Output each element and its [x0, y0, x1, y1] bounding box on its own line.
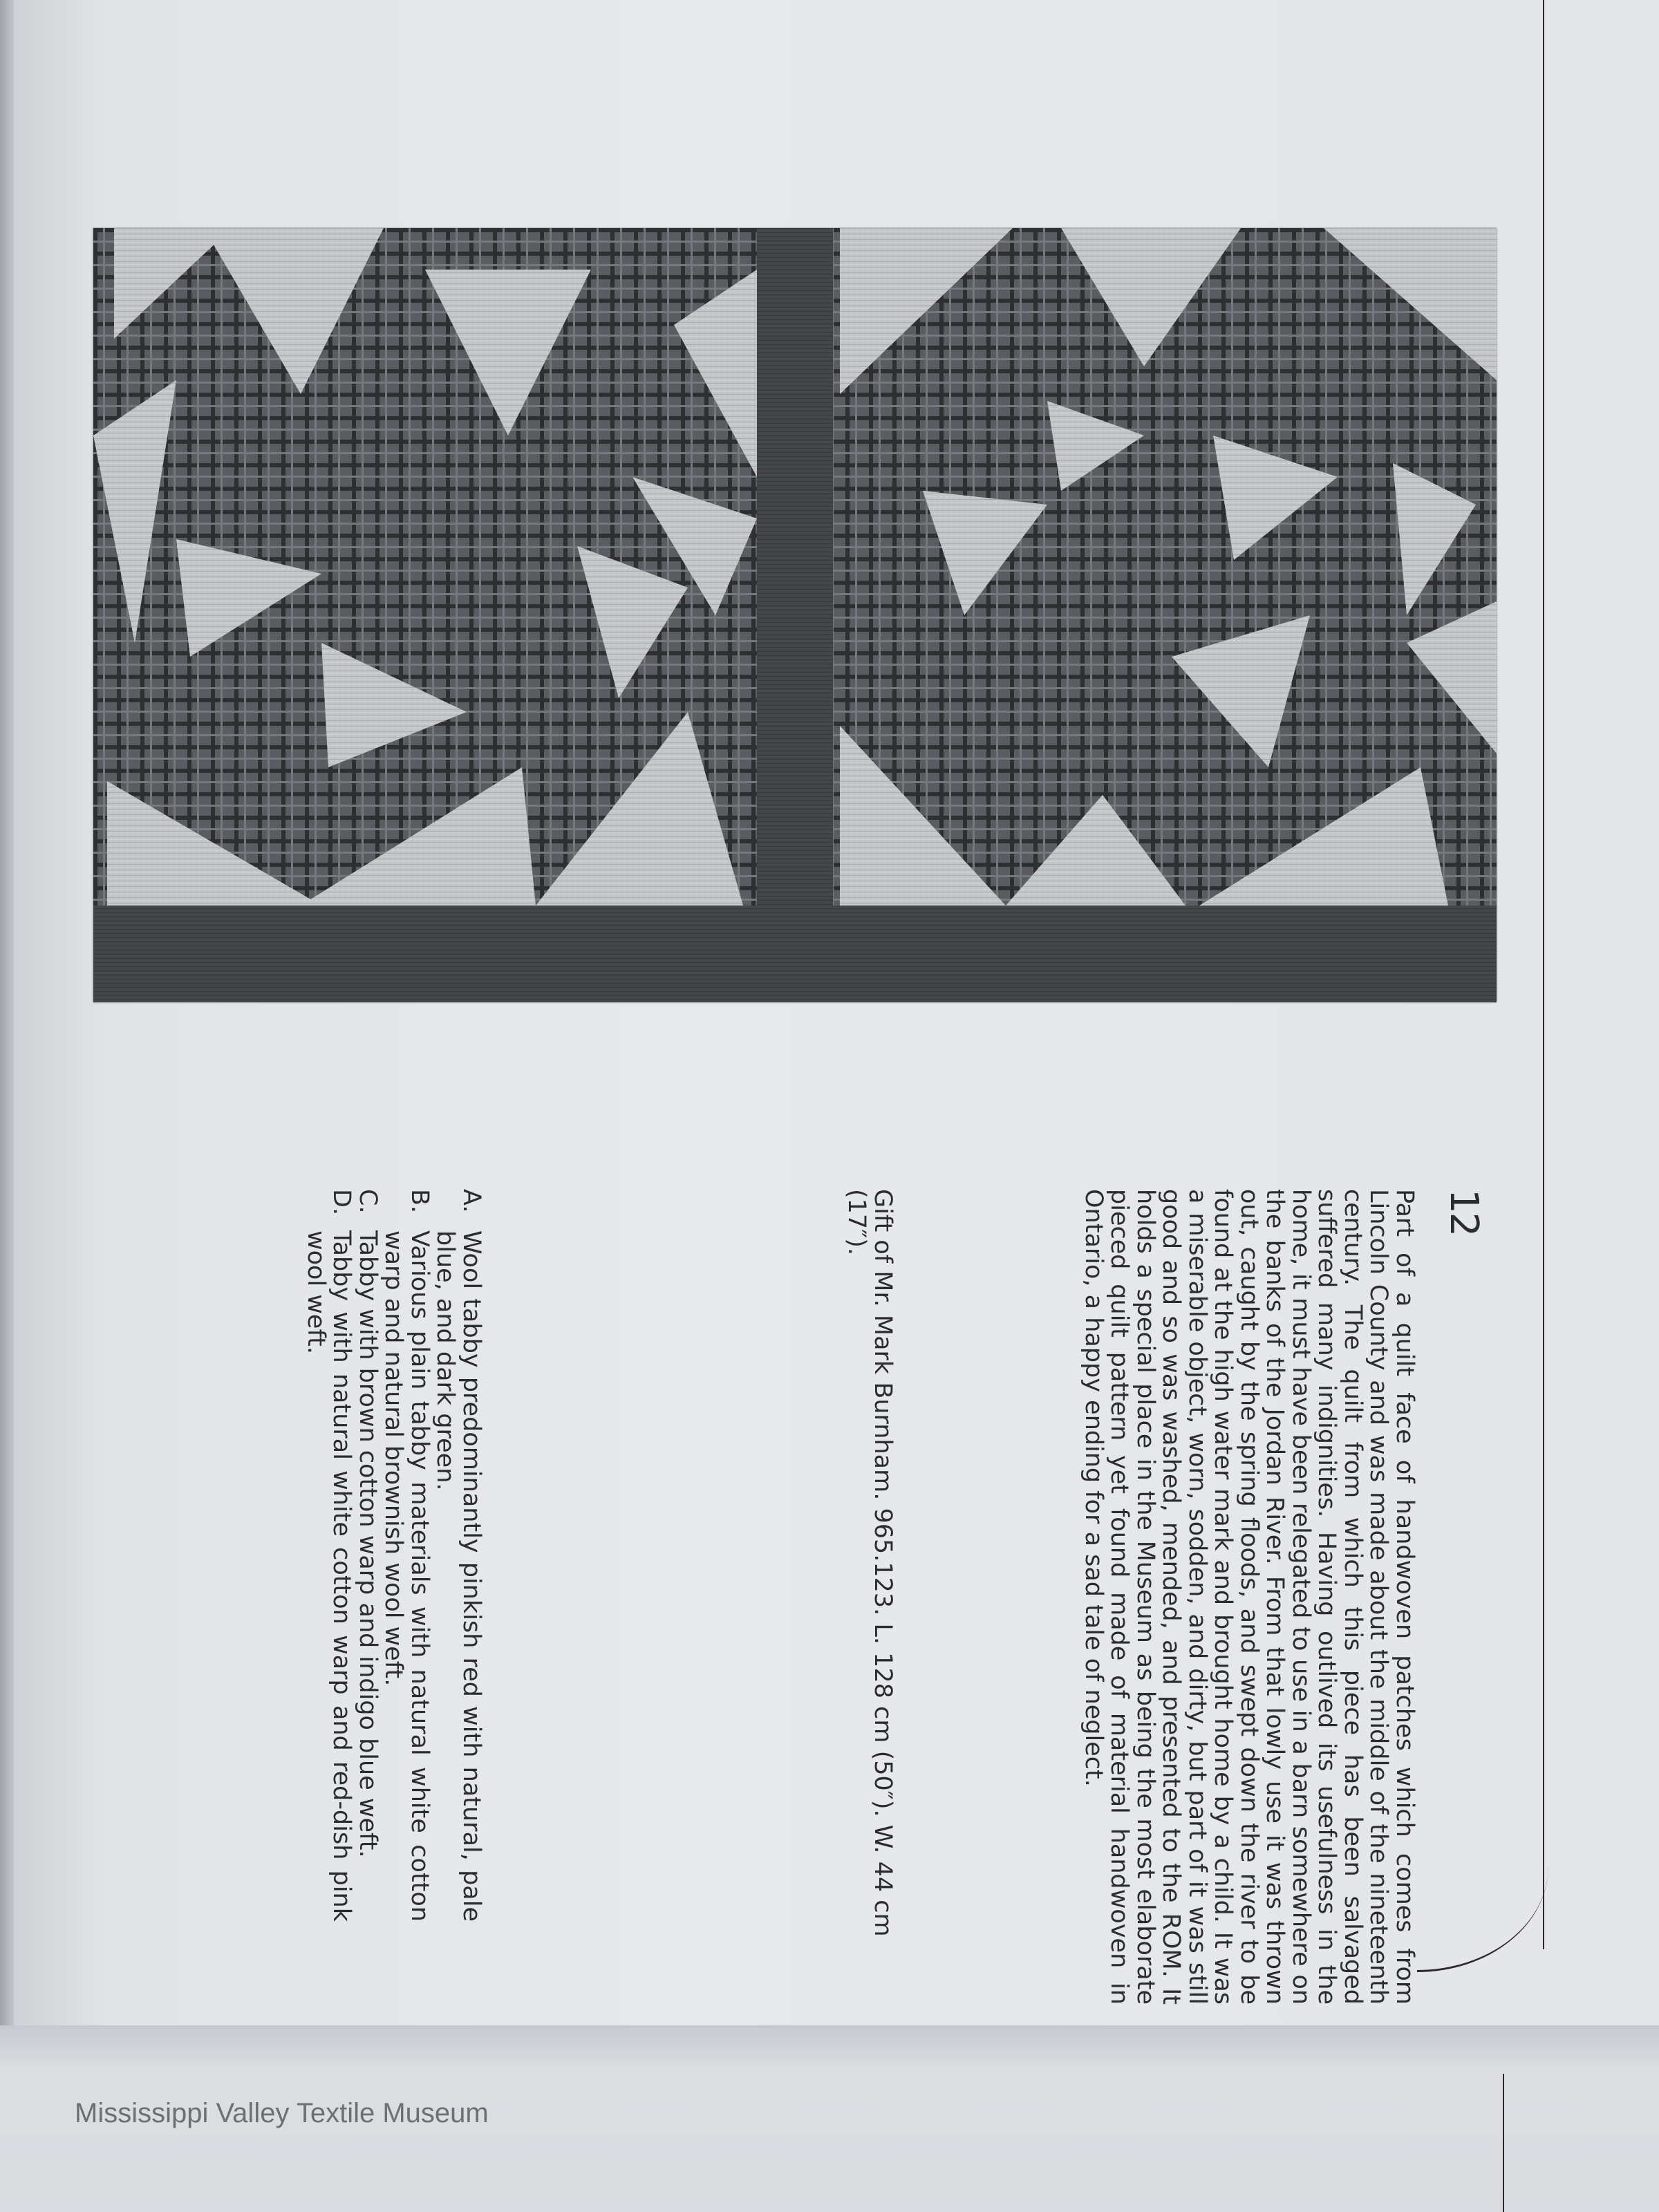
list-item: [380, 1189, 432, 1922]
book-spine-edge: [0, 0, 14, 2212]
quilt-photograph: [93, 228, 1497, 1002]
list-item: [303, 1189, 355, 1922]
list-item: [432, 1189, 484, 1922]
list-item-letter: C.: [354, 1189, 382, 1214]
list-item-letter: D.: [328, 1189, 356, 1216]
next-page-edge-line: [1503, 2074, 1504, 2212]
materials-list: [303, 1189, 485, 1922]
gift-credit-line: Gift of Mr. Mark Burnham. 965.123. L. 128 cm (50″). W. 44 cm (17″).: [843, 1189, 897, 1937]
list-item-text: Tabby with brown cotton warp and indigo blue weft.: [354, 1230, 382, 1858]
quilt-pattern-svg: [93, 228, 1497, 1002]
list-item-text: Wool tabby predominantly pinkish red with natural, pale blue, and dark green.: [431, 1230, 485, 1922]
description-paragraph: Part of a quilt face of handwoven patches which comes from Lincoln County and was made about the middle of the nineteenth century. The quilt from which this piece has been salvaged suffered many indignities. Having outlived its usefulness in the home, it must have been relegated to use in a barn somewhere on the banks of the Jordan River. From that lowly use it was thrown out, caught by the spring floods, and swept down the river to be found at the high water mark and brought home by a child. It was a miserable object, worn, sodden, and dirty, but part of it was still good and so was washed, mended, and presented to the ROM. It holds a special place in the Museum as being the most elaborate pieced quilt pattern yet found made of material handwoven in Ontario, a happy ending for a sad tale of neglect.: [1080, 1189, 1418, 2005]
museum-watermark: Mississippi Valley Textile Museum: [75, 2098, 489, 2128]
list-item-letter: A.: [458, 1189, 485, 1213]
list-item-text: Various plain tabby materials with natural white cotton warp and natural brownish wool weft.: [379, 1230, 433, 1922]
list-item: [355, 1189, 381, 1922]
page-number: 12: [1441, 1189, 1486, 1236]
list-item-text: Tabby with natural white cotton warp and red-dish pink wool weft.: [302, 1230, 356, 1922]
page-edge-line: [1543, 0, 1544, 1949]
list-item-letter: B.: [406, 1189, 433, 1214]
